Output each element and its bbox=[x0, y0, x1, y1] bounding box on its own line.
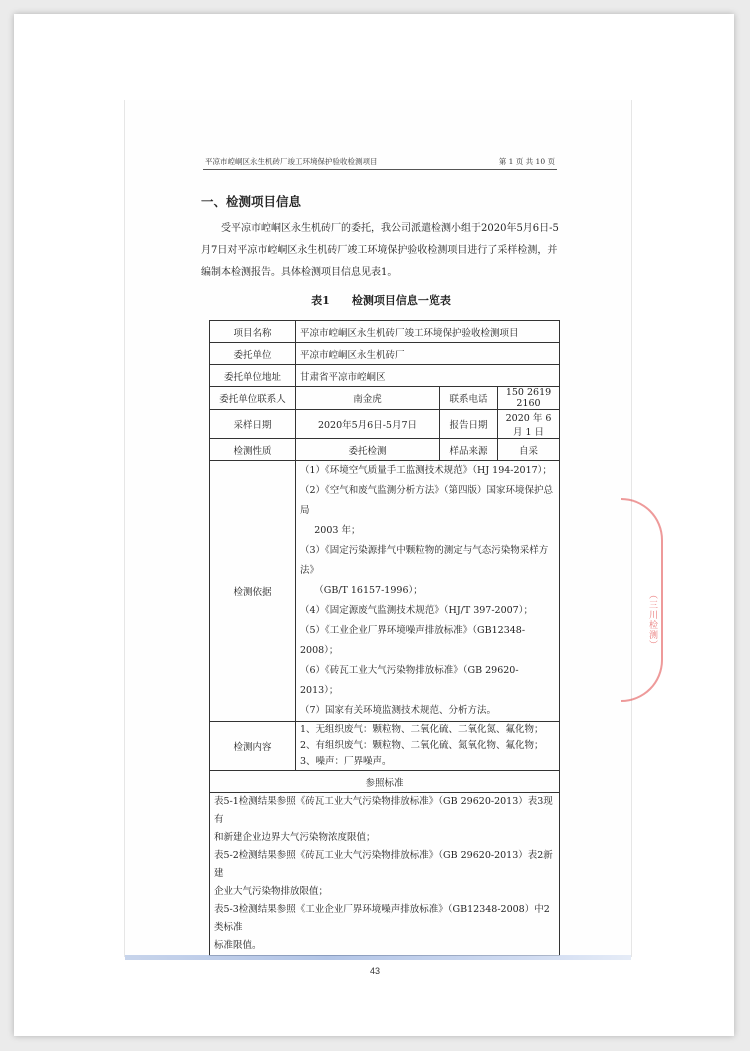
basis-item: （2）《空气和废气监测分析方法》（第四版）国家环境保护总局 bbox=[300, 485, 554, 516]
basis-item: （4）《固定源废气监测技术规范》（HJ/T 397-2007）； bbox=[300, 605, 533, 616]
table-row bbox=[210, 365, 560, 387]
row-label: 检测内容 bbox=[210, 722, 296, 771]
row-label: 检测性质 bbox=[210, 439, 296, 461]
page-number: 43 bbox=[369, 966, 380, 976]
seal-stamp: （三川检测） bbox=[647, 590, 657, 650]
row-label: 采样日期 bbox=[210, 410, 296, 439]
header-rule bbox=[203, 169, 557, 170]
scan-edge-shadow bbox=[125, 955, 631, 960]
scanned-report-page bbox=[124, 100, 657, 957]
table-row bbox=[210, 343, 560, 365]
row-value: 自采 bbox=[498, 439, 560, 461]
section-title: 一、检测项目信息 bbox=[201, 194, 302, 209]
reference-list bbox=[210, 793, 560, 956]
table-row bbox=[210, 387, 560, 410]
reference-item: 表5-2检测结果参照《砖瓦工业大气污染物排放标准》（GB 29620-2013）表2新建 bbox=[214, 850, 553, 879]
reference-item: 和新建企业边界大气污染物浓度限值； bbox=[214, 832, 376, 843]
row-value: 150 2619 2160 bbox=[498, 387, 560, 410]
intro-paragraph: 受平凉市崆峒区永生机砖厂的委托，我公司派遣检测小组于2020年5月6日-5月7日对平凉市崆峒区永生机砖厂竣工环境保护验收检测项目进行了采样检测，并编制本检测报告。具体检测项目信息见表1。 bbox=[201, 223, 559, 278]
row-value: 甘肃省平凉市崆峒区 bbox=[296, 365, 560, 387]
reference-item: 表5-3检测结果参照《工业企业厂界环境噪声排放标准》（GB12348-2008）中2类标准 bbox=[214, 904, 550, 933]
row-value: 2020年5月6日-5月7日 bbox=[296, 410, 440, 439]
reference-item: 表5-1检测结果参照《砖瓦工业大气污染物排放标准》（GB 29620-2013）表3现有 bbox=[214, 796, 553, 825]
row-label: 报告日期 bbox=[440, 410, 498, 439]
contents-item: 2、有组织废气：颗粒物、二氧化硫、氮氧化物、氟化物； bbox=[300, 740, 544, 751]
header-project-title: 平凉市崆峒区永生机砖厂竣工环境保护验收检测项目 bbox=[205, 157, 378, 166]
table-row bbox=[210, 461, 560, 722]
row-value: 委托检测 bbox=[296, 439, 440, 461]
reference-item: 企业大气污染物排放限值； bbox=[214, 886, 329, 897]
header-page-info: 第 1 页 共 10 页 bbox=[498, 157, 555, 166]
reference-item: 标准限值。 bbox=[214, 940, 262, 951]
row-value: 南金虎 bbox=[296, 387, 440, 410]
row-label: 项目名称 bbox=[210, 321, 296, 343]
project-info-table bbox=[209, 320, 560, 956]
basis-item: （3）《固定污染源排气中颗粒物的测定与气态污染物采样方法》 bbox=[300, 545, 549, 576]
table-row bbox=[210, 793, 560, 956]
basis-list bbox=[296, 461, 560, 722]
contents-item: 3、噪声：厂界噪声。 bbox=[300, 756, 392, 767]
document-page bbox=[14, 14, 734, 1036]
row-label: 检测依据 bbox=[210, 461, 296, 722]
table-caption: 表1 检测项目信息一览表 bbox=[311, 294, 451, 307]
basis-item: （6）《砖瓦工业大气污染物排放标准》（GB 29620-2013）； bbox=[300, 665, 519, 696]
row-value: 平凉市崆峒区永生机砖厂 bbox=[296, 343, 560, 365]
basis-item: （GB/T 16157-1996）； bbox=[314, 585, 423, 596]
contents-item: 1、无组织废气：颗粒物、二氧化硫、二氧化氮、氟化物； bbox=[300, 724, 544, 735]
table-row bbox=[210, 722, 560, 771]
table-row bbox=[210, 321, 560, 343]
reference-header: 参照标准 bbox=[210, 771, 560, 793]
row-label: 委托单位联系人 bbox=[210, 387, 296, 410]
row-label: 委托单位地址 bbox=[210, 365, 296, 387]
row-label: 样品来源 bbox=[440, 439, 498, 461]
table-row bbox=[210, 771, 560, 793]
row-value: 2020 年 6 月 1 日 bbox=[498, 410, 560, 439]
table-row bbox=[210, 439, 560, 461]
basis-item: （5）《工业企业厂界环境噪声排放标准》（GB12348-2008）； bbox=[300, 625, 526, 656]
basis-item: 2003 年； bbox=[314, 525, 361, 536]
row-label: 联系电话 bbox=[440, 387, 498, 410]
contents-list bbox=[296, 722, 560, 771]
running-header bbox=[205, 156, 555, 167]
table-row bbox=[210, 410, 560, 439]
row-value: 平凉市崆峒区永生机砖厂竣工环境保护验收检测项目 bbox=[296, 321, 560, 343]
row-label: 委托单位 bbox=[210, 343, 296, 365]
basis-item: （1）《环境空气质量手工监测技术规范》（HJ 194-2017）； bbox=[300, 465, 552, 476]
basis-item: （7）国家有关环境监测技术规范、分析方法。 bbox=[300, 705, 497, 716]
